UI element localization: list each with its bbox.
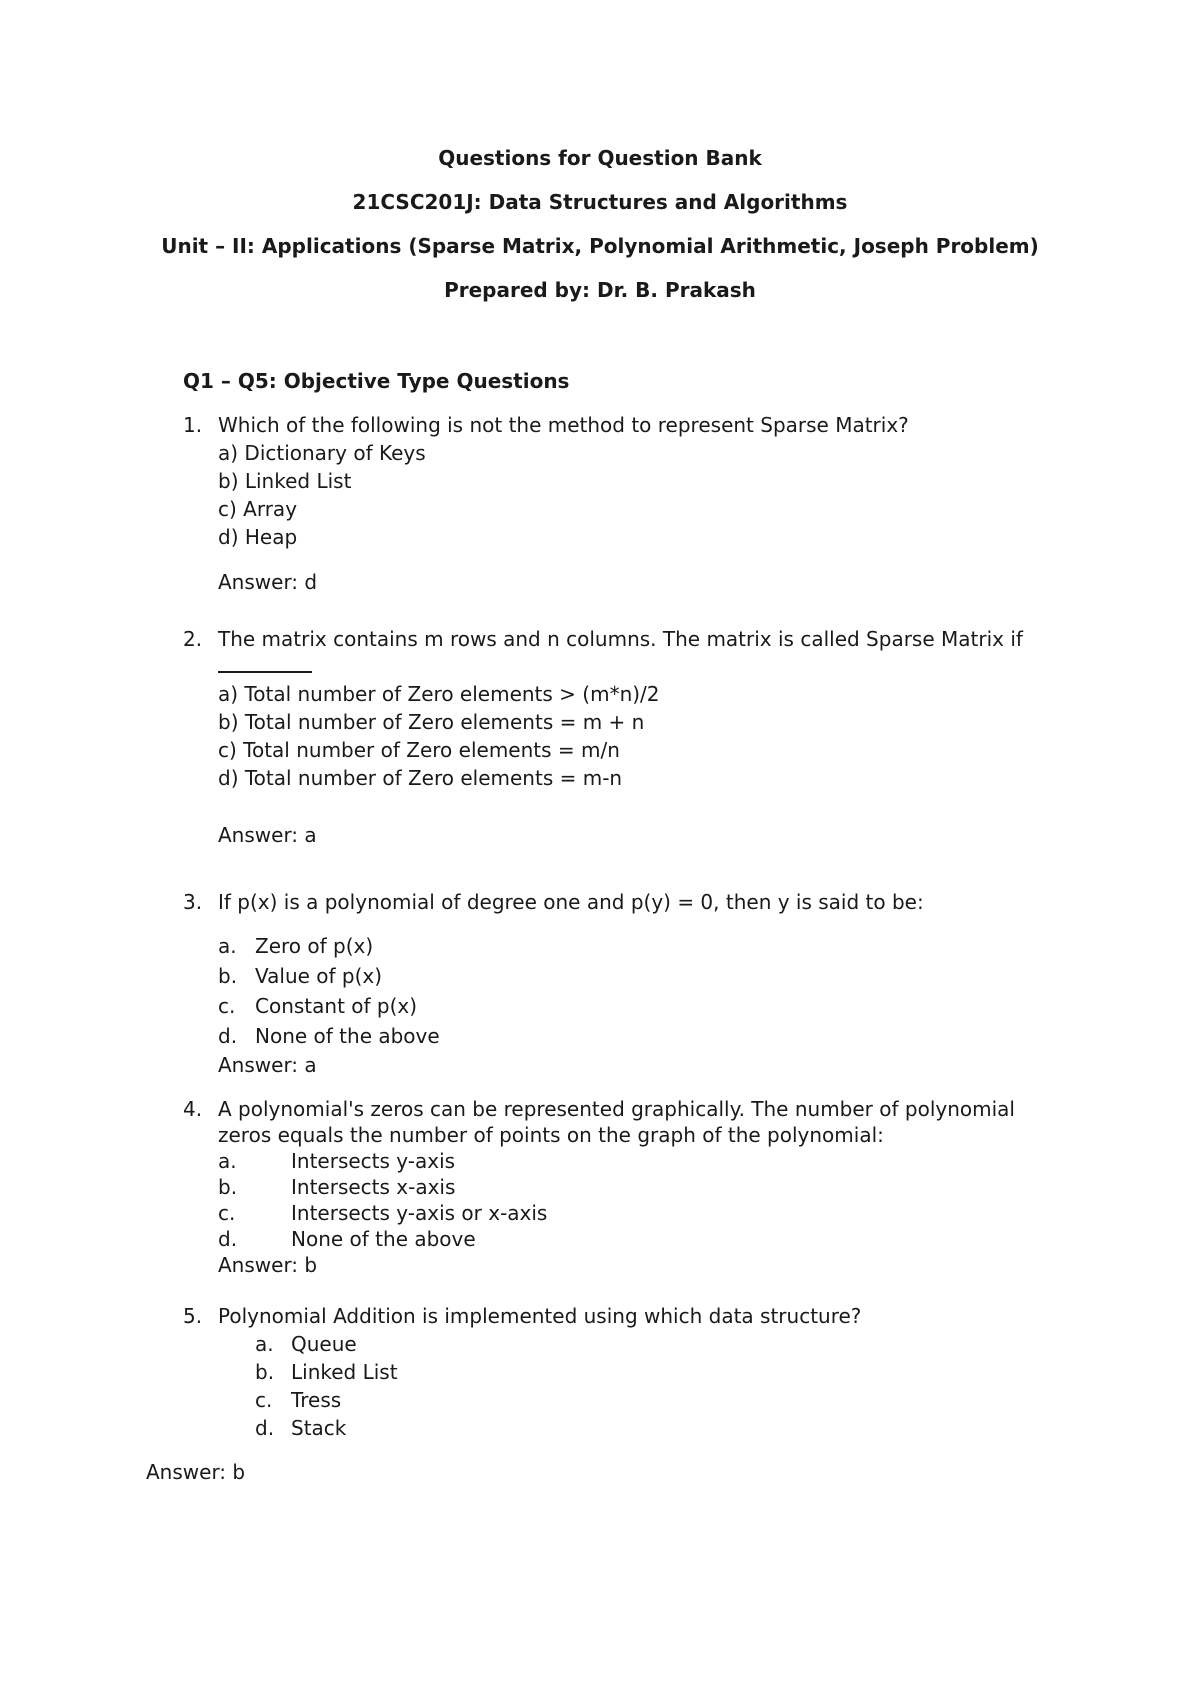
- option: c) Array: [218, 497, 298, 521]
- option: Queue: [291, 1332, 357, 1356]
- answer: Answer: d: [218, 570, 318, 594]
- option: Constant of p(x): [255, 994, 418, 1018]
- option: Linked List: [291, 1360, 398, 1384]
- section-title: Q1 – Q5: Objective Type Questions: [183, 369, 570, 393]
- question-number: 1.: [183, 413, 203, 437]
- prepared-by: Prepared by: Dr. B. Prakash: [444, 278, 756, 302]
- course-title: 21CSC201J: Data Structures and Algorithms: [352, 190, 848, 214]
- blank-line: [218, 671, 312, 673]
- unit-title: Unit – II: Applications (Sparse Matrix, Polynomial Arithmetic, Joseph Problem): [161, 234, 1039, 258]
- option: a) Total number of Zero elements > (m*n)/2: [218, 682, 660, 706]
- question-number: 4.: [183, 1097, 203, 1121]
- document-title: Questions for Question Bank: [438, 146, 762, 170]
- answer: Answer: a: [218, 823, 317, 847]
- question-text: Which of the following is not the method to represent Sparse Matrix?: [218, 413, 909, 437]
- option: d) Heap: [218, 525, 298, 549]
- option-label: a.: [218, 934, 237, 958]
- option: a) Dictionary of Keys: [218, 441, 426, 465]
- option: c) Total number of Zero elements = m/n: [218, 738, 620, 762]
- question-number: 5.: [183, 1304, 203, 1328]
- question-text: The matrix contains m rows and n columns. The matrix is called Sparse Matrix if: [218, 627, 1023, 651]
- option: None of the above: [255, 1024, 440, 1048]
- option-label: d.: [218, 1024, 238, 1048]
- option-label: b.: [218, 1175, 238, 1199]
- question-text: A polynomial's zeros can be represented graphically. The number of polynomial: [218, 1097, 1015, 1121]
- option-label: c.: [255, 1388, 273, 1412]
- option: Tress: [291, 1388, 342, 1412]
- question-text: zeros equals the number of points on the graph of the polynomial:: [218, 1123, 884, 1147]
- option-label: d.: [255, 1416, 275, 1440]
- option-label: b.: [255, 1360, 275, 1384]
- option: Value of p(x): [255, 964, 383, 988]
- option: None of the above: [291, 1227, 476, 1251]
- option: b) Linked List: [218, 469, 352, 493]
- question-number: 2.: [183, 627, 203, 651]
- option: Zero of p(x): [255, 934, 374, 958]
- option-label: d.: [218, 1227, 238, 1251]
- option: Intersects x-axis: [291, 1175, 456, 1199]
- question-number: 3.: [183, 890, 203, 914]
- option: b) Total number of Zero elements = m + n: [218, 710, 645, 734]
- option: Stack: [291, 1416, 347, 1440]
- answer: Answer: b: [218, 1253, 318, 1277]
- option: Intersects y-axis or x-axis: [291, 1201, 548, 1225]
- option-label: b.: [218, 964, 238, 988]
- option-label: c.: [218, 994, 236, 1018]
- answer: Answer: b: [146, 1460, 246, 1484]
- option-label: a.: [218, 1149, 237, 1173]
- option-label: a.: [255, 1332, 274, 1356]
- option: d) Total number of Zero elements = m-n: [218, 766, 623, 790]
- option: Intersects y-axis: [291, 1149, 456, 1173]
- question-text: If p(x) is a polynomial of degree one and p(y) = 0, then y is said to be:: [218, 890, 924, 914]
- answer: Answer: a: [218, 1053, 317, 1077]
- question-text: Polynomial Addition is implemented using which data structure?: [218, 1304, 862, 1328]
- option-label: c.: [218, 1201, 236, 1225]
